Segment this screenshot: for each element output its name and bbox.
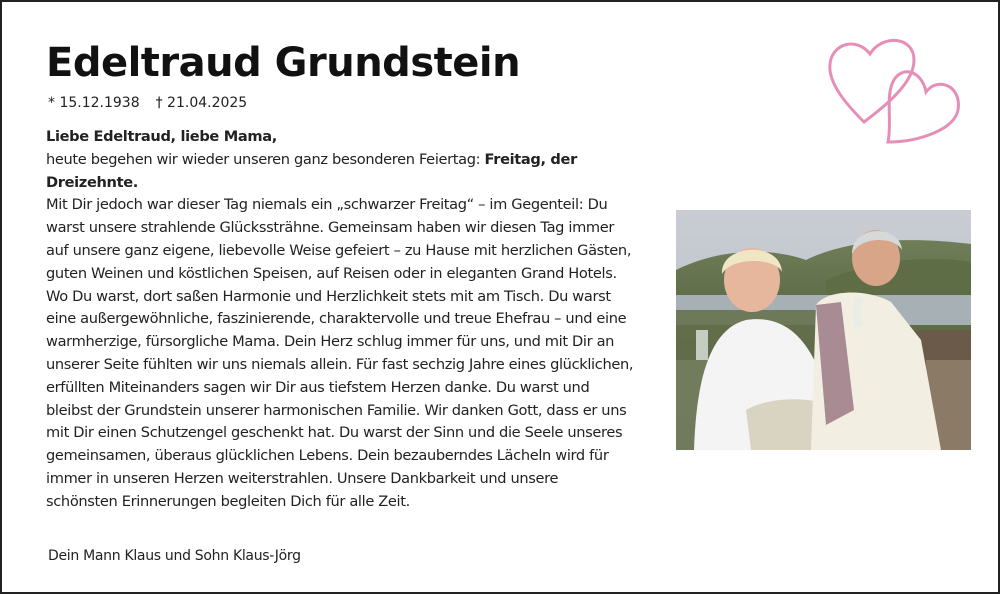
text-line: mit Dir einen Schutzengel geschenkt hat. Du warst der Sinn und die Seele unseres — [46, 424, 623, 442]
death-date: † 21.04.2025 — [155, 95, 248, 111]
text-line: unserer Seite fühlten wir uns niemals allein. Für fast sechzig Jahre eines glücklichen, — [46, 355, 634, 373]
heart-outline-left — [830, 40, 914, 122]
text-line: gemeinsamen, überaus glücklichen Lebens. Dein bezauberndes Lächeln wird für — [46, 447, 609, 465]
deceased-name: Edeltraud Grundstein — [46, 40, 521, 86]
two-hearts-icon — [826, 30, 962, 150]
couple-photo — [676, 210, 971, 450]
text-line: erfüllten Miteinanders sagen wir Dir aus tiefstem Herzen danke. Du warst und — [46, 378, 590, 396]
text-line: Dreizehnte. — [46, 173, 138, 191]
salutation: Liebe Edeltraud, liebe Mama, — [46, 128, 277, 145]
birth-date: * 15.12.1938 — [48, 95, 140, 111]
text-line: bleibst der Grundstein unserer harmonischen Familie. Wir danken Gott, dass er uns — [46, 401, 627, 419]
text-line: immer in unseren Herzen weiterstrahlen. Unsere Dankbarkeit und unsere — [46, 469, 559, 487]
text-line: heute begehen wir wieder unseren ganz besonderen Feiertag: Freitag, der — [46, 150, 577, 168]
signature: Dein Mann Klaus und Sohn Klaus-Jörg — [48, 548, 301, 564]
text-line: auf unsere ganz eigene, liebevolle Weise gefeiert – zu Hause mit herzlichen Gästen, — [46, 241, 632, 259]
text-line: eine außergewöhnliche, faszinierende, charaktervolle und treue Ehefrau – und eine — [46, 310, 627, 328]
heart-outline-right — [888, 72, 958, 142]
text-line: Wo Du warst, dort saßen Harmonie und Herzlichkeit stets mit am Tisch. Du warst — [46, 287, 611, 305]
life-dates — [48, 95, 247, 111]
text-line: warst unsere strahlende Glückssträhne. Gemeinsam haben wir diesen Tag immer — [46, 219, 615, 237]
obituary-text — [46, 126, 636, 514]
text-line: guten Weinen und köstlichen Speisen, auf Reisen oder in eleganten Grand Hotels. — [46, 264, 617, 282]
text-line: schönsten Erinnerungen begleiten Dich für alle Zeit. — [46, 492, 410, 510]
text-line: Mit Dir jedoch war dieser Tag niemals ein „schwarzer Freitag“ – im Gegenteil: Du — [46, 196, 608, 214]
text-line: warmherzige, fürsorgliche Mama. Dein Herz schlug immer für uns, und mit Dir an — [46, 333, 615, 351]
